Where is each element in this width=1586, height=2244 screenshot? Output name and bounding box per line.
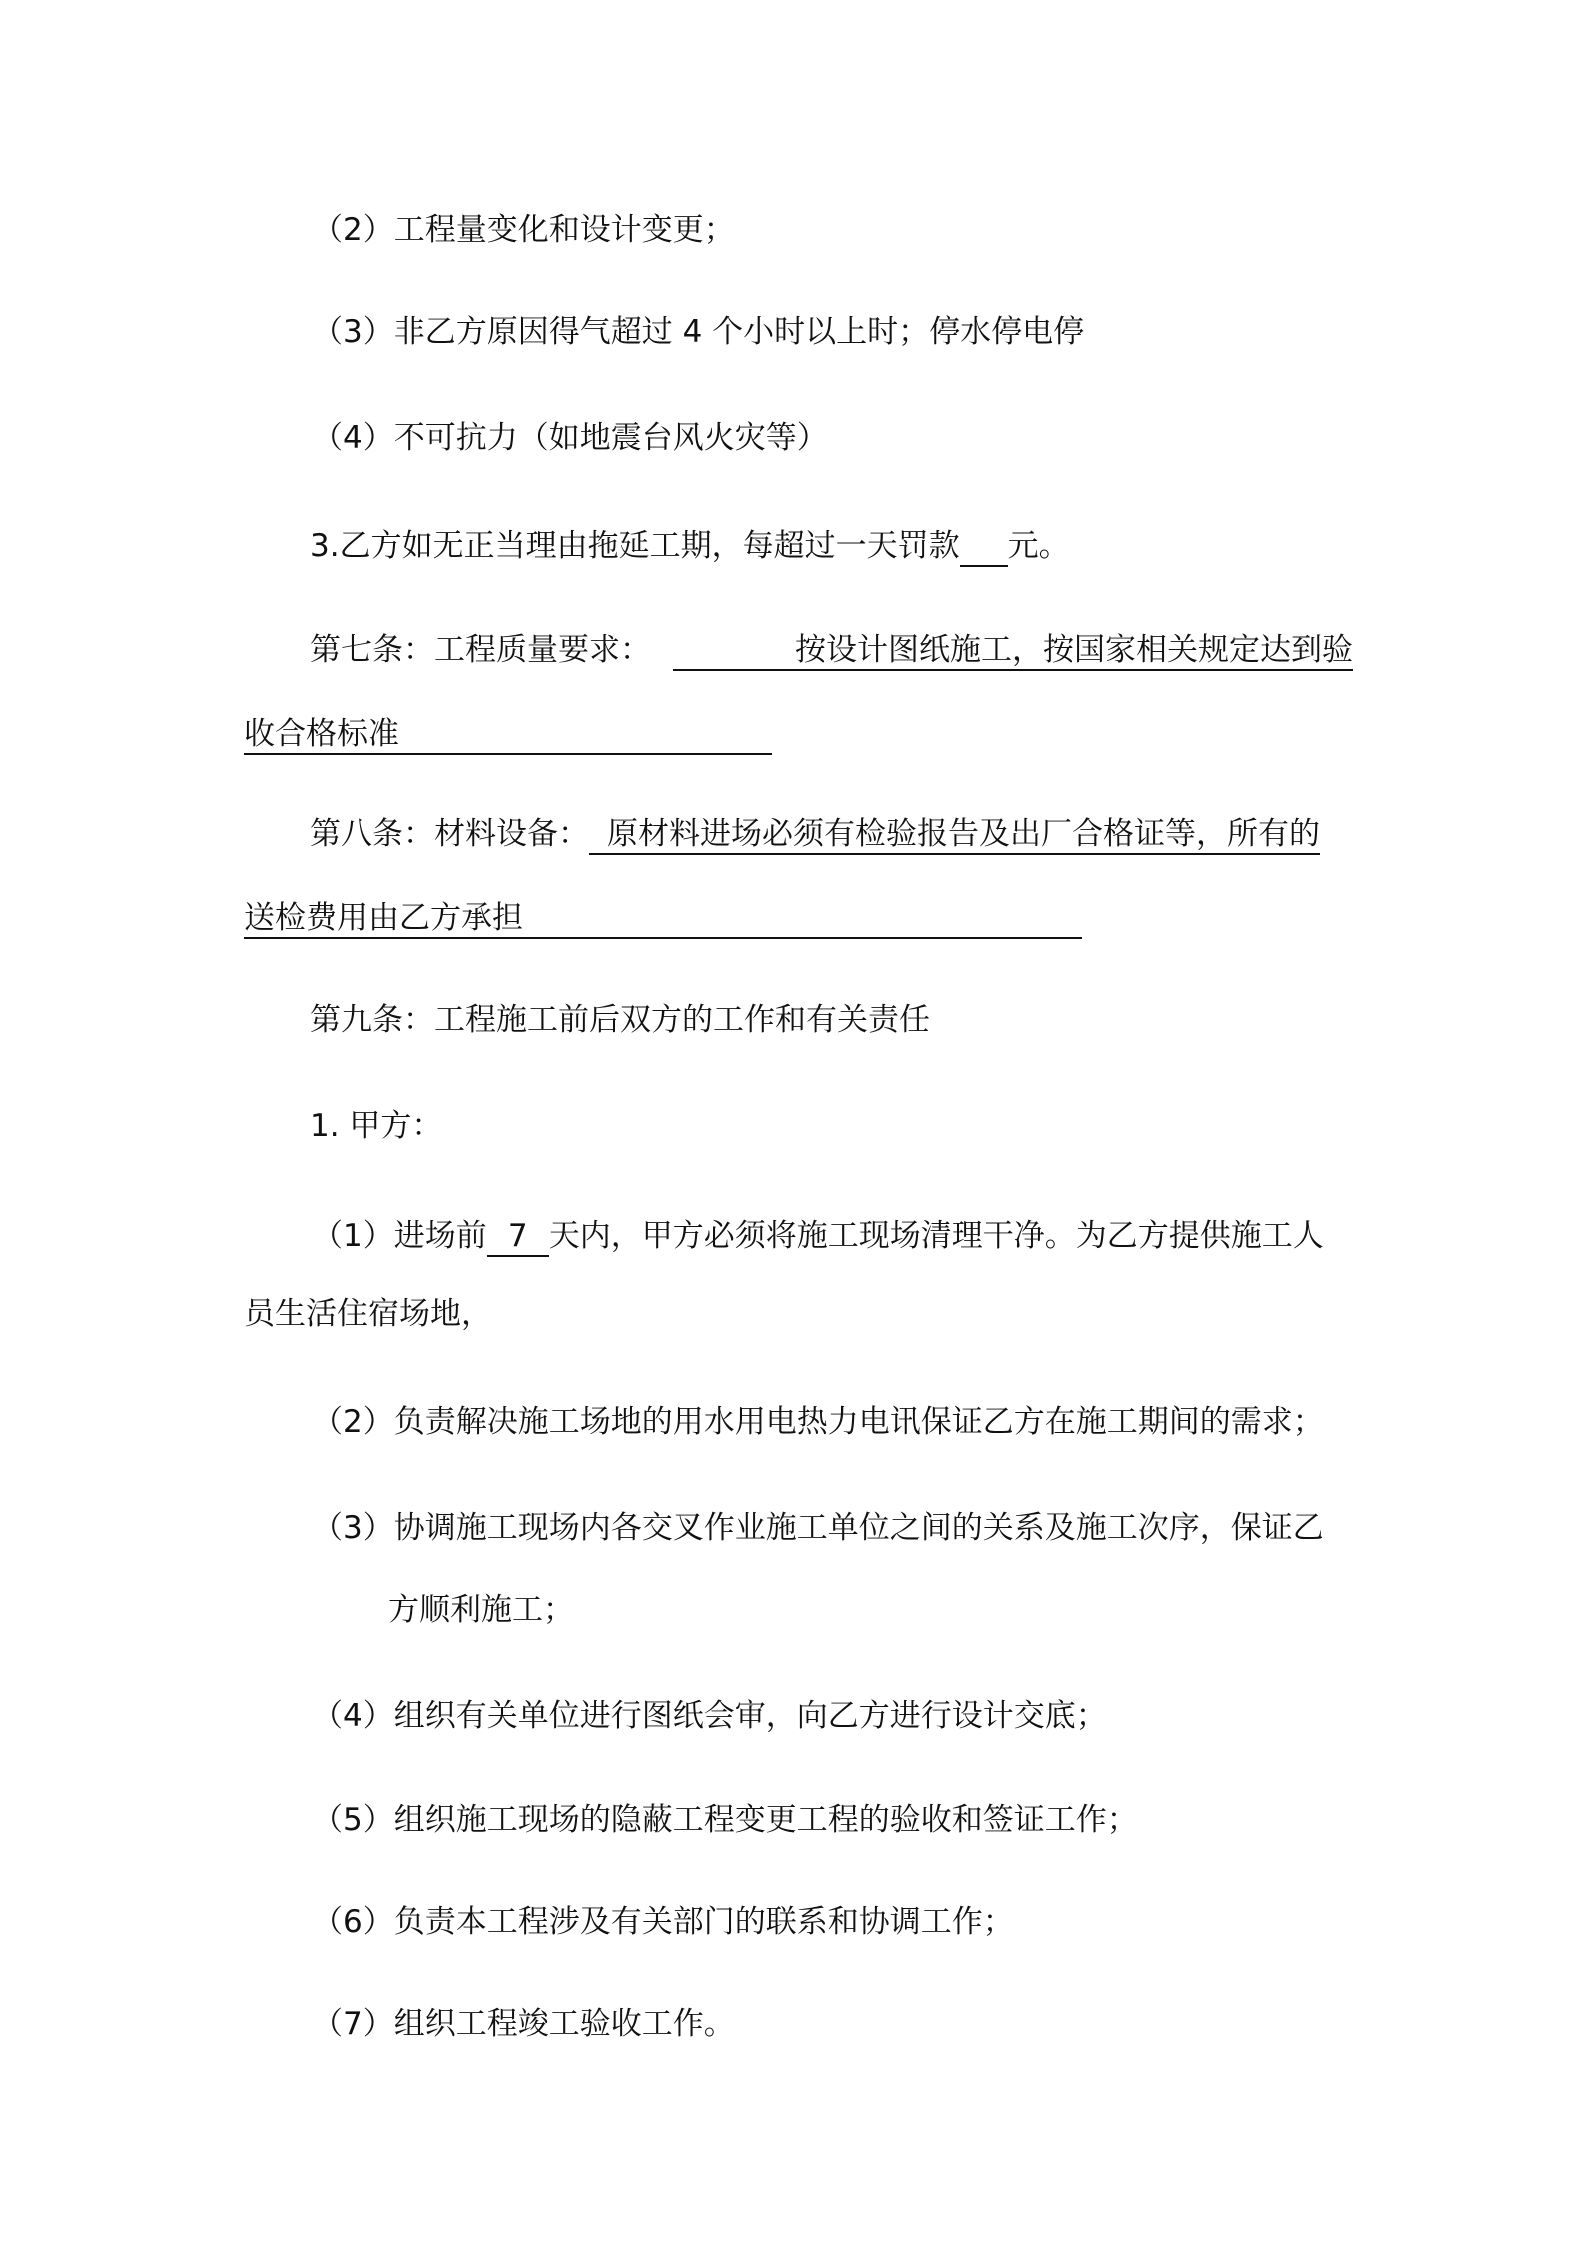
article-9-heading: 第九条：工程施工前后双方的工作和有关责任 [310,1002,930,1038]
article-7-fill: 按设计图纸施工，按国家相关规定达到验 [673,631,1353,671]
party-a-item-7: （7）组织工程竣工验收工作。 [312,2006,735,2042]
article-7-fill-2: 收合格标准 [244,715,772,755]
party-a-item-2: （2）负责解决施工场地的用水用电热力电讯保证乙方在施工期间的需求； [312,1404,1324,1440]
article-7-heading [310,630,1353,671]
penalty-amount-blank [960,527,1008,567]
article-8-fill-2: 送检费用由乙方承担 [244,899,1082,939]
article-7-continuation [244,714,772,755]
delay-penalty-clause [310,526,1070,567]
days-blank: 7 [487,1217,549,1257]
article-8-continuation [244,898,1082,939]
article-8-fill: 原材料进场必须有检验报告及出厂合格证等，所有的 [589,815,1320,855]
party-a-item-1 [312,1216,1324,1257]
party-a-item-4: （4）组织有关单位进行图纸会审，向乙方进行设计交底； [312,1698,1107,1734]
article-8-label: 第八条：材料设备： [310,816,589,852]
party-a-item-3: （3）协调施工现场内各交叉作业施工单位之间的关系及施工次序，保证乙 [312,1510,1324,1546]
clause-item-3: （3）非乙方原因得气超过 4 个小时以上时；停水停电停 [312,314,1085,350]
clause-item-2: （2）工程量变化和设计变更； [312,212,735,248]
party-a-item-1-post: 天内，甲方必须将施工现场清理干净。为乙方提供施工人 [548,1218,1324,1254]
delay-penalty-unit: 元。 [1007,528,1070,564]
party-a-item-5: （5）组织施工现场的隐蔽工程变更工程的验收和签证工作； [312,1802,1138,1838]
article-7-label: 第七条：工程质量要求： [310,632,651,668]
party-a-item-6: （6）负责本工程涉及有关部门的联系和协调工作； [312,1904,1014,1940]
party-a-item-1-pre: （1）进场前 [312,1218,487,1254]
party-a-heading: 1. 甲方： [310,1108,443,1144]
party-a-item-3-continuation: 方顺利施工； [388,1592,574,1628]
delay-penalty-text: 3.乙方如无正当理由拖延工期，每超过一天罚款 [310,528,960,564]
article-8-heading [310,814,1320,855]
clause-item-4: （4）不可抗力（如地震台风火灾等） [312,420,828,456]
party-a-item-1-continuation: 员生活住宿场地， [244,1296,492,1332]
